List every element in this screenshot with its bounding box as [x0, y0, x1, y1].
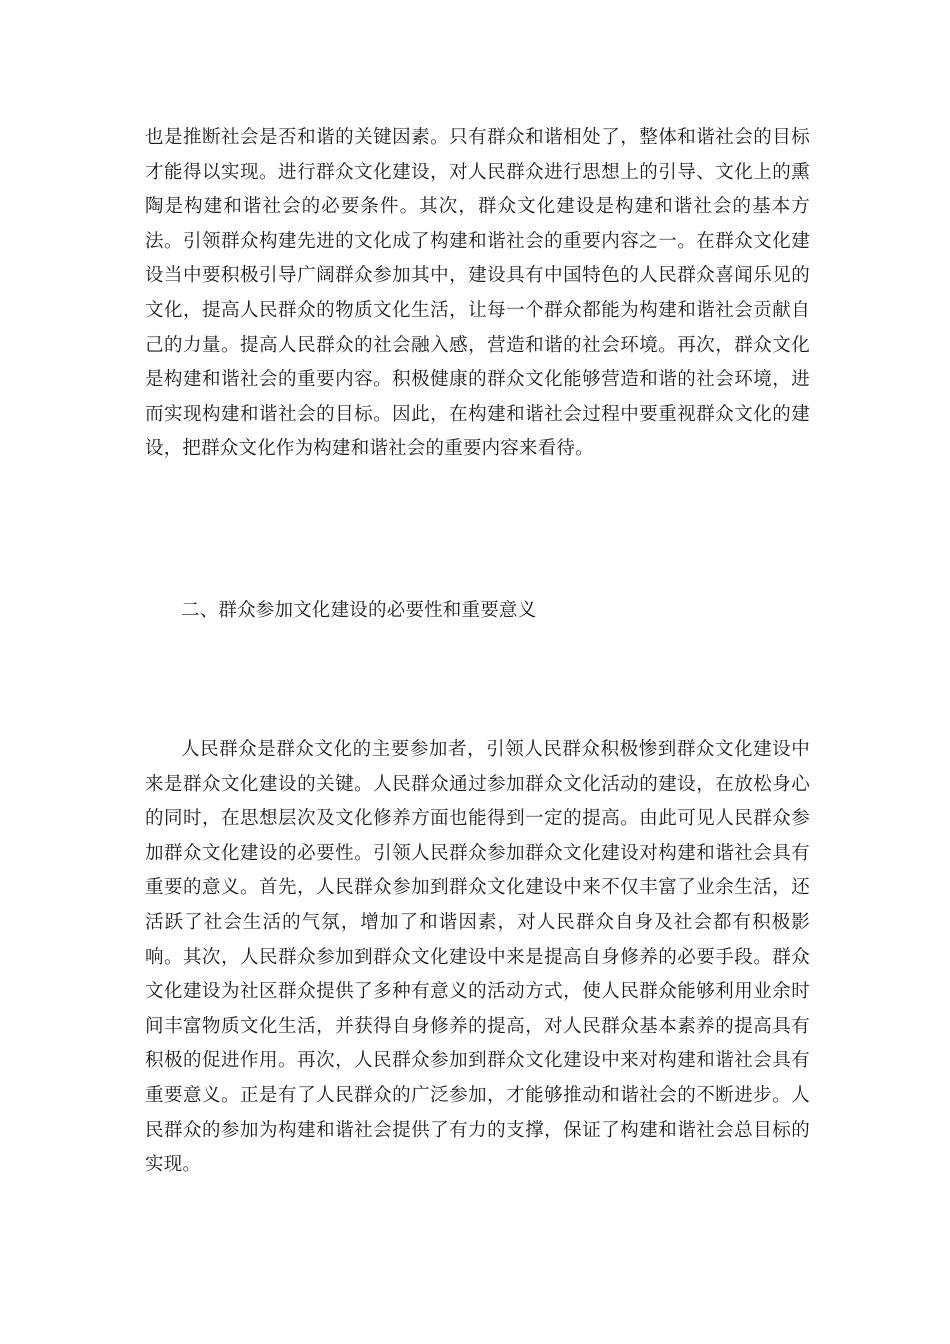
section-heading: 二、群众参加文化建设的必要性和重要意义: [181, 600, 537, 621]
paragraph-section-2: 人民群众是群众文化的主要参加者，引领人民群众积极惨到群众文化建设中来是群众文化建设的关键。人民群众通过参加群众文化活动的建设，在放松身心的同时，在思想层次及文化修养方面也能得到一定的提高。由此可见人民群众参加群众文化建设的必要性。引领人民群众参加群众文化建设对构建和谐社会具有重要的意义。首先，人民群众参加到群众文化建设中来不仅丰富了业余生活，还活跃了社会生活的气氛，增加了和谐因素，对人民群众自身及社会都有积极影响。其次，人民群众参加到群众文化建设中来是提高自身修养的必要手段。群众文化建设为社区群众提供了多种有意义的活动方式，使人民群众能够利用业余时间丰富物质文化生活，并获得自身修养的提高，对人民群众基本素养的提高具有积极的促进作用。再次，人民群众参加到群众文化建设中来对构建和谐社会具有重要意义。正是有了人民群众的广泛参加，才能够推动和谐社会的不断进步。人民群众的参加为构建和谐社会提供了有力的支撑，保证了构建和谐社会总目标的实现。: [145, 739, 810, 1176]
paragraph-continued: 也是推断社会是否和谐的关键因素。只有群众和谐相处了，整体和谐社会的目标才能得以实现。进行群众文化建设，对人民群众进行思想上的引导、文化上的熏陶是构建和谐社会的必要条件。其次，群众文化建设是构建和谐社会的基本方法。引领群众构建先进的文化成了构建和谐社会的重要内容之一。在群众文化建设当中要积极引导广阔群众参加其中，建设具有中国特色的人民群众喜闻乐见的文化，提高人民群众的物质文化生活，让每一个群众都能为构建和谐社会贡献自己的力量。提高人民群众的社会融入感，营造和谐的社会环境。再次，群众文化是构建和谐社会的重要内容。积极健康的群众文化能够营造和谐的社会环境，进而实现构建和谐社会的目标。因此，在构建和谐社会过程中要重视群众文化的建设，把群众文化作为构建和谐社会的重要内容来看待。: [145, 127, 810, 460]
